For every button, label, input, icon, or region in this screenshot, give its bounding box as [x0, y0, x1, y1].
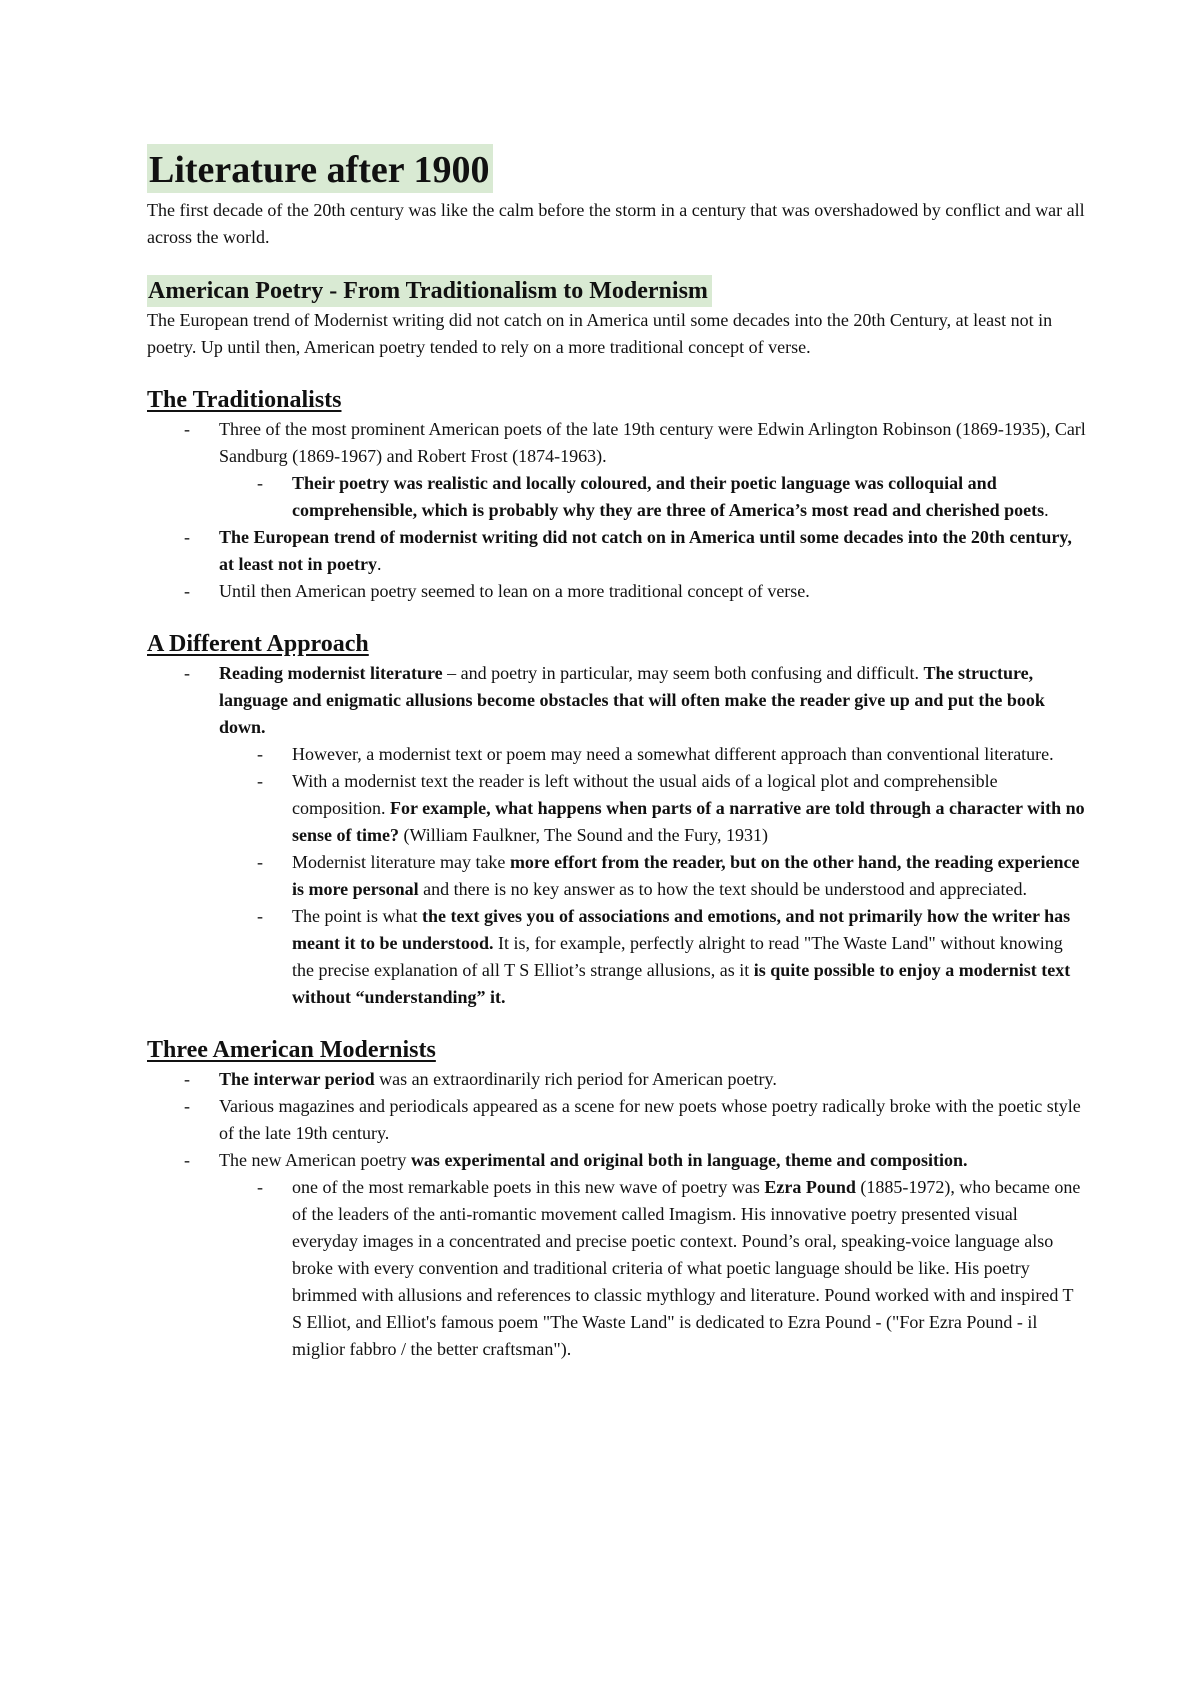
list-item: - The new American poetry was experimental and original both in language, theme and composition.	[147, 1147, 1087, 1174]
traditionalists-sublist	[147, 470, 1087, 524]
list-item: - Their poetry was realistic and locally coloured, and their poetic language was colloquial and comprehensible, which is probably why they are three of America’s most read and cherished poets.	[147, 470, 1087, 524]
list-item: - one of the most remarkable poets in this new wave of poetry was Ezra Pound (1885-1972), who became one of the leaders of the anti-romantic movement called Imagism. His innovative poetry presented visual everyday images in a concentrated and precise poetic context. Pound’s oral, speaking-voice language also broke with every convention and traditional criteria of what poetic language should be like. His poetry brimmed with allusions and references to classic mythlogy and literature. Pound worked with and inspired T S Elliot, and Elliot's famous poem "The Waste Land" is dedicated to Ezra Pound - ("For Ezra Pound - il miglior fabbro / the better craftsman").	[147, 1174, 1087, 1363]
list-item: - The European trend of modernist writing did not catch on in America until some decades into the 20th century, at least not in poetry.	[147, 524, 1087, 578]
approach-sublist	[147, 741, 1087, 1011]
list-item: - Various magazines and periodicals appeared as a scene for new poets whose poetry radically broke with the poetic style of the late 19th century.	[147, 1093, 1087, 1147]
list-item: - Three of the most prominent American poets of the late 19th century were Edwin Arlington Robinson (1869-1935), Carl Sandburg (1869-1967) and Robert Frost (1874-1963).	[147, 416, 1087, 470]
section-heading-traditionalists: The Traditionalists	[147, 387, 342, 413]
american-poetry-paragraph: The European trend of Modernist writing did not catch on in America until some decades into the 20th Century, at least not in poetry. Up until then, American poetry tended to rely on a more traditional concept of verse.	[147, 310, 1053, 357]
traditionalists-list-cont	[147, 524, 1087, 605]
section-heading-three-modernists: Three American Modernists	[147, 1037, 436, 1063]
approach-list	[147, 660, 1087, 741]
list-item: - The point is what the text gives you of associations and emotions, and not primarily how the writer has meant it to be understood. It is, for example, perfectly alright to read "The Waste Land" without knowing the precise explanation of all T S Elliot’s strange allusions, as it is quite possible to enjoy a modernist text without “understanding” it.	[147, 903, 1087, 1011]
list-item: - However, a modernist text or poem may need a somewhat different approach than conventional literature.	[147, 741, 1087, 768]
section-heading-american-poetry: American Poetry - From Traditionalism to Modernism	[147, 275, 712, 307]
list-item: - Until then American poetry seemed to lean on a more traditional concept of verse.	[147, 578, 1087, 605]
traditionalists-list	[147, 416, 1087, 470]
list-item: - Modernist literature may take more effort from the reader, but on the other hand, the reading experience is more personal and there is no key answer as to how the text should be understood and appreciated.	[147, 849, 1087, 903]
page-title: Literature after 1900	[147, 144, 493, 193]
list-item: - With a modernist text the reader is left without the usual aids of a logical plot and comprehensible composition. For example, what happens when parts of a narrative are told through a character with no sense of time? (William Faulkner, The Sound and the Fury, 1931)	[147, 768, 1087, 849]
list-item: - Reading modernist literature – and poetry in particular, may seem both confusing and difficult. The structure, language and enigmatic allusions become obstacles that will often make the reader give up and put the book down.	[147, 660, 1087, 741]
modernists-sublist	[147, 1174, 1087, 1363]
intro-paragraph: The first decade of the 20th century was like the calm before the storm in a century that was overshadowed by conflict and war all across the world.	[147, 200, 1085, 247]
modernists-list	[147, 1066, 1087, 1174]
document-content	[147, 144, 1087, 1363]
list-item: - The interwar period was an extraordinarily rich period for American poetry.	[147, 1066, 1087, 1093]
section-heading-different-approach: A Different Approach	[147, 631, 369, 657]
